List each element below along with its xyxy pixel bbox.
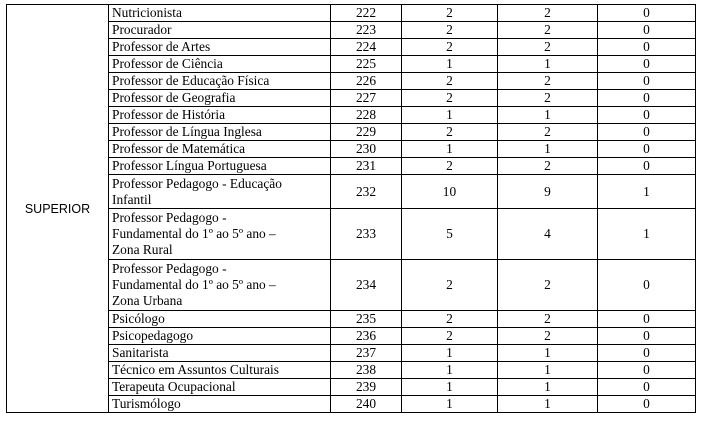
total-vacancies-cell: 1	[402, 56, 498, 73]
reserved-vacancies-cell: 0	[598, 158, 696, 175]
table-row	[7, 5, 696, 22]
job-code-cell: 223	[331, 22, 402, 39]
reserved-vacancies-cell: 1	[598, 209, 696, 260]
general-vacancies-cell: 2	[498, 158, 598, 175]
job-code-cell: 229	[331, 124, 402, 141]
general-vacancies-cell: 9	[498, 175, 598, 209]
job-title-cell: Professor de Educação Física	[109, 73, 331, 90]
general-vacancies-cell: 2	[498, 311, 598, 328]
education-level-cell: SUPERIOR	[7, 5, 109, 413]
total-vacancies-cell: 2	[402, 158, 498, 175]
total-vacancies-cell: 1	[402, 141, 498, 158]
job-title-cell: Terapeuta Ocupacional	[109, 379, 331, 396]
job-title-cell: Procurador	[109, 22, 331, 39]
job-code-cell: 225	[331, 56, 402, 73]
job-title-cell: Professor Pedagogo - Fundamental do 1º ao 5º ano – Zona Rural	[109, 209, 331, 260]
total-vacancies-cell: 2	[402, 124, 498, 141]
total-vacancies-cell: 5	[402, 209, 498, 260]
general-vacancies-cell: 2	[498, 22, 598, 39]
total-vacancies-cell: 2	[402, 260, 498, 311]
job-code-cell: 240	[331, 396, 402, 413]
table-row	[7, 379, 696, 396]
job-code-cell: 231	[331, 158, 402, 175]
reserved-vacancies-cell: 0	[598, 124, 696, 141]
job-code-cell: 238	[331, 362, 402, 379]
total-vacancies-cell: 2	[402, 5, 498, 22]
table-row	[7, 175, 696, 209]
job-code-cell: 228	[331, 107, 402, 124]
table-row	[7, 260, 696, 311]
general-vacancies-cell: 1	[498, 345, 598, 362]
job-title-cell: Sanitarista	[109, 345, 331, 362]
reserved-vacancies-cell: 0	[598, 260, 696, 311]
general-vacancies-cell: 2	[498, 5, 598, 22]
general-vacancies-cell: 2	[498, 260, 598, 311]
general-vacancies-cell: 1	[498, 379, 598, 396]
reserved-vacancies-cell: 0	[598, 56, 696, 73]
table-row	[7, 73, 696, 90]
reserved-vacancies-cell: 0	[598, 22, 696, 39]
total-vacancies-cell: 2	[402, 311, 498, 328]
job-title-cell: Turismólogo	[109, 396, 331, 413]
reserved-vacancies-cell: 0	[598, 396, 696, 413]
job-title-cell: Psicopedagogo	[109, 328, 331, 345]
general-vacancies-cell: 1	[498, 56, 598, 73]
general-vacancies-cell: 1	[498, 141, 598, 158]
vacancy-table	[6, 4, 696, 413]
job-title-cell: Professor de Língua Inglesa	[109, 124, 331, 141]
table-row	[7, 209, 696, 260]
job-code-cell: 235	[331, 311, 402, 328]
table-row	[7, 90, 696, 107]
general-vacancies-cell: 2	[498, 90, 598, 107]
table-row	[7, 124, 696, 141]
general-vacancies-cell: 1	[498, 396, 598, 413]
job-code-cell: 236	[331, 328, 402, 345]
job-title-cell: Professor de Artes	[109, 39, 331, 56]
total-vacancies-cell: 2	[402, 328, 498, 345]
job-code-cell: 234	[331, 260, 402, 311]
total-vacancies-cell: 10	[402, 175, 498, 209]
total-vacancies-cell: 2	[402, 39, 498, 56]
reserved-vacancies-cell: 0	[598, 311, 696, 328]
job-title-cell: Professor de História	[109, 107, 331, 124]
table-row	[7, 56, 696, 73]
table-row	[7, 39, 696, 56]
table-row	[7, 22, 696, 39]
job-title-cell: Nutricionista	[109, 5, 331, 22]
vacancy-table-body	[7, 5, 696, 413]
table-row	[7, 328, 696, 345]
general-vacancies-cell: 2	[498, 39, 598, 56]
general-vacancies-cell: 2	[498, 73, 598, 90]
total-vacancies-cell: 1	[402, 396, 498, 413]
reserved-vacancies-cell: 0	[598, 379, 696, 396]
reserved-vacancies-cell: 0	[598, 107, 696, 124]
job-title-cell: Professor de Matemática	[109, 141, 331, 158]
job-code-cell: 239	[331, 379, 402, 396]
job-code-cell: 232	[331, 175, 402, 209]
job-code-cell: 233	[331, 209, 402, 260]
table-row	[7, 396, 696, 413]
total-vacancies-cell: 1	[402, 107, 498, 124]
job-title-cell: Técnico em Assuntos Culturais	[109, 362, 331, 379]
reserved-vacancies-cell: 0	[598, 39, 696, 56]
total-vacancies-cell: 2	[402, 90, 498, 107]
table-row	[7, 141, 696, 158]
reserved-vacancies-cell: 0	[598, 362, 696, 379]
reserved-vacancies-cell: 0	[598, 5, 696, 22]
job-code-cell: 226	[331, 73, 402, 90]
job-code-cell: 237	[331, 345, 402, 362]
total-vacancies-cell: 2	[402, 22, 498, 39]
general-vacancies-cell: 4	[498, 209, 598, 260]
job-title-cell: Professor Pedagogo - Fundamental do 1º ao 5º ano – Zona Urbana	[109, 260, 331, 311]
table-row	[7, 158, 696, 175]
job-code-cell: 222	[331, 5, 402, 22]
reserved-vacancies-cell: 1	[598, 175, 696, 209]
general-vacancies-cell: 2	[498, 124, 598, 141]
reserved-vacancies-cell: 0	[598, 90, 696, 107]
general-vacancies-cell: 1	[498, 362, 598, 379]
job-code-cell: 227	[331, 90, 402, 107]
table-row	[7, 107, 696, 124]
job-title-cell: Professor de Ciência	[109, 56, 331, 73]
total-vacancies-cell: 1	[402, 362, 498, 379]
job-code-cell: 230	[331, 141, 402, 158]
general-vacancies-cell: 2	[498, 328, 598, 345]
job-title-cell: Psicólogo	[109, 311, 331, 328]
reserved-vacancies-cell: 0	[598, 73, 696, 90]
table-row	[7, 362, 696, 379]
reserved-vacancies-cell: 0	[598, 141, 696, 158]
job-title-cell: Professor Pedagogo - Educação Infantil	[109, 175, 331, 209]
reserved-vacancies-cell: 0	[598, 328, 696, 345]
general-vacancies-cell: 1	[498, 107, 598, 124]
total-vacancies-cell: 2	[402, 73, 498, 90]
job-title-cell: Professor Língua Portuguesa	[109, 158, 331, 175]
table-row	[7, 311, 696, 328]
job-title-cell: Professor de Geografia	[109, 90, 331, 107]
reserved-vacancies-cell: 0	[598, 345, 696, 362]
total-vacancies-cell: 1	[402, 379, 498, 396]
table-row	[7, 345, 696, 362]
total-vacancies-cell: 1	[402, 345, 498, 362]
job-code-cell: 224	[331, 39, 402, 56]
